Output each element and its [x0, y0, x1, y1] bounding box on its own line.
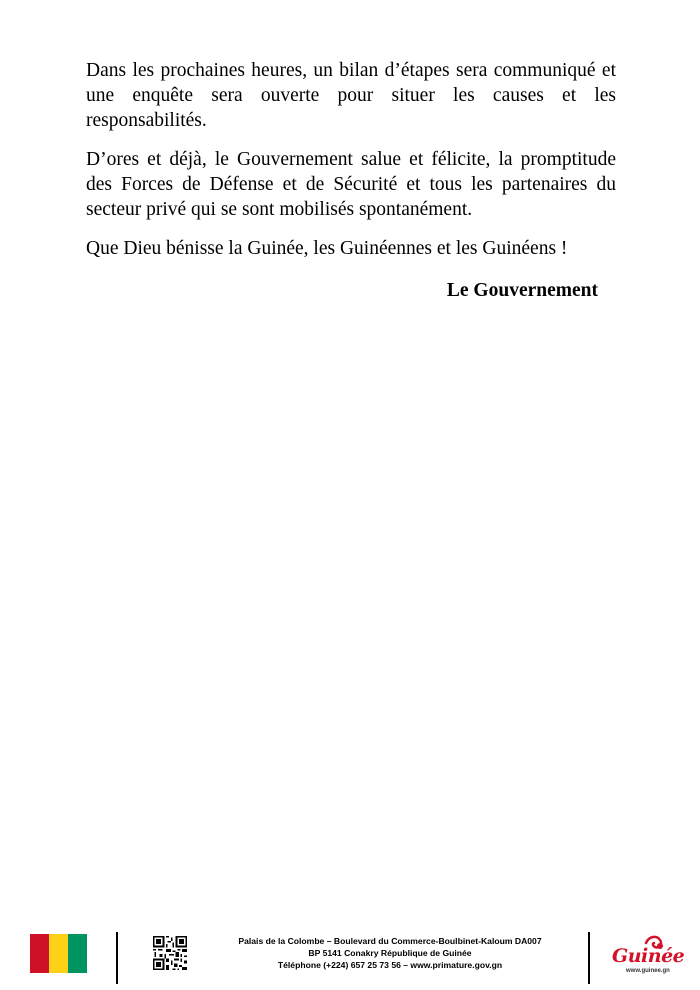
logo-url: www.guinee.gn	[626, 968, 670, 974]
address-line: Téléphone (+224) 657 25 73 56 – www.primature.gov.gn	[277, 960, 503, 970]
letter-body	[86, 58, 616, 301]
address-line: Palais de la Colombe – Boulevard du Commerce-Boulbinet-Kaloum DA007	[238, 936, 542, 946]
flag-stripe-red	[30, 934, 49, 973]
footer-divider-right	[588, 932, 590, 984]
qr-code-icon	[153, 936, 187, 970]
paragraph-benediction: Que Dieu bénisse la Guinée, les Guinéennes et les Guinéens !	[86, 238, 568, 259]
page-footer	[0, 930, 700, 990]
guinee-logo	[608, 934, 685, 978]
flag-stripe-yellow	[49, 934, 68, 973]
flag-stripe-green	[68, 934, 87, 973]
guinea-flag-icon	[30, 934, 87, 973]
paragraph-felicitations: D’ores et déjà, le Gouvernement salue et félicite, la promptitude des Forces de Défense et de Sécurité et tous les partenaires du secteur privé qui se sont mobilisés spontanément.	[86, 149, 616, 220]
signature: Le Gouvernement	[446, 280, 598, 301]
footer-divider-left	[116, 932, 118, 984]
footer-address	[200, 935, 580, 971]
paragraph-bilan: Dans les prochaines heures, un bilan d’étapes sera communiqué et une enquête sera ouverte pour situer les causes et les responsabilités.	[86, 60, 616, 131]
address-line: BP 5141 Conakry République de Guinée	[308, 948, 472, 958]
logo-text: Guinée	[612, 945, 685, 967]
